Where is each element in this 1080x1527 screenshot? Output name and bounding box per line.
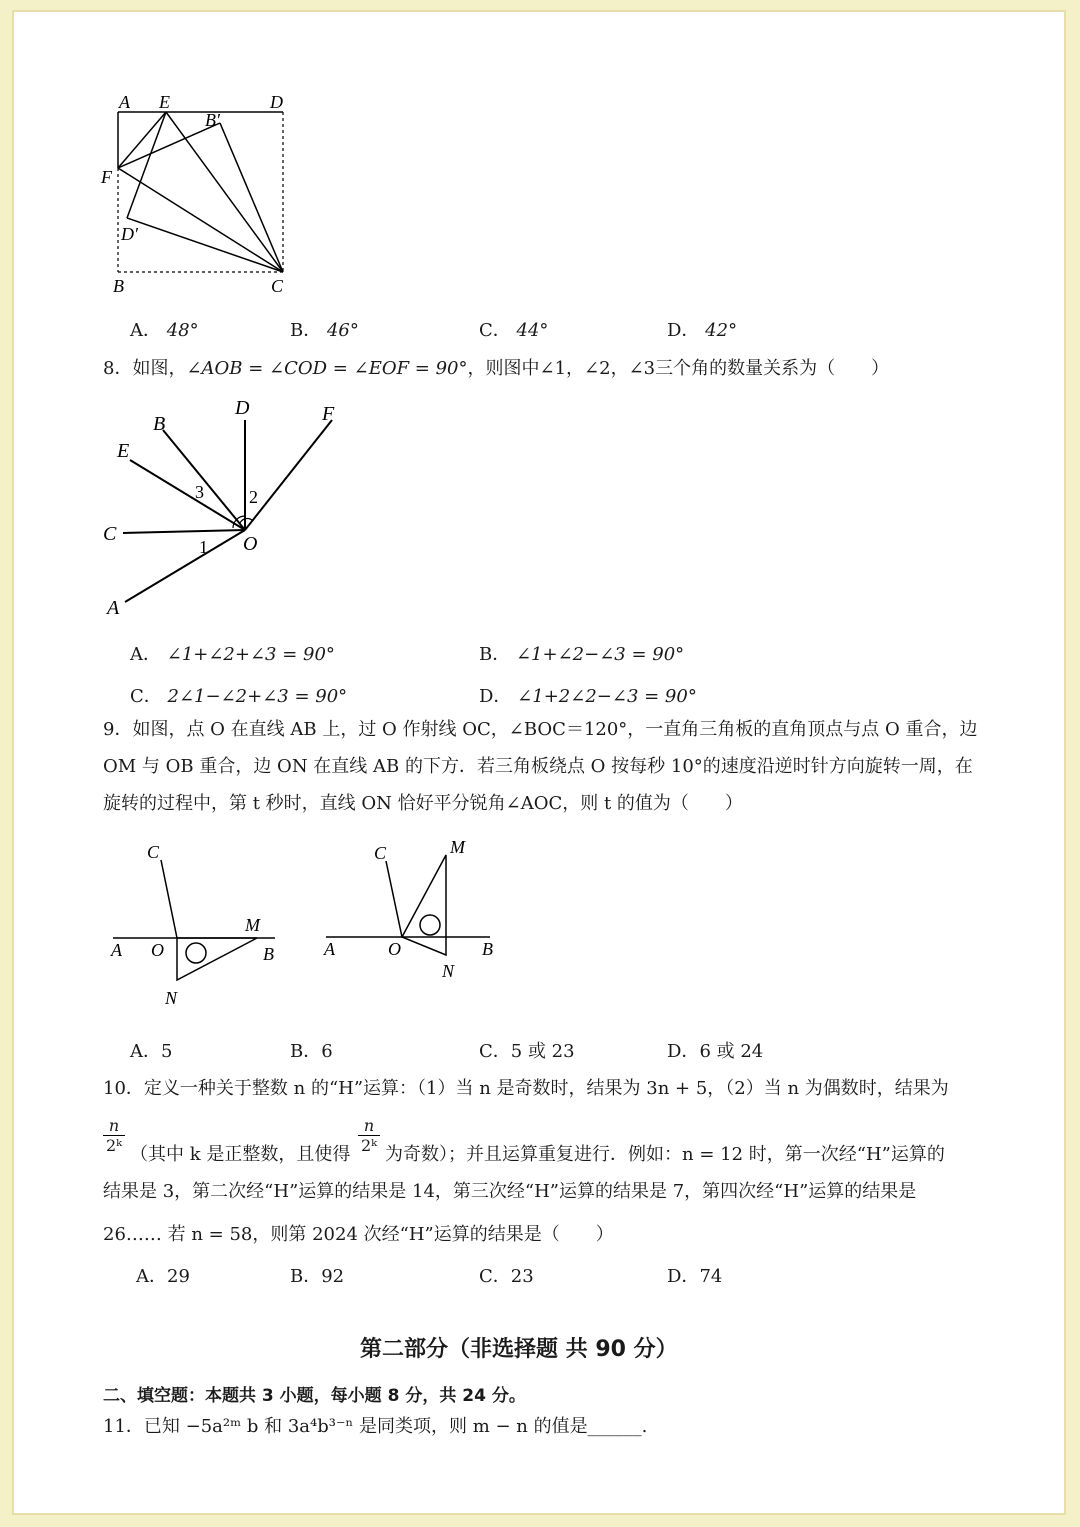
q10-line4: 26…… 若 n = 58，则第 2024 次经“H”运算的结果是（ ） [103,1224,614,1245]
q8-number: 8．如图， [103,358,187,379]
option-letter: C． [479,1266,511,1287]
q9-line2: OM 与 OB 重合，边 ON 在直线 AB 的下方．若三角板绕点 O 按每秒 10°的速度沿逆时针方向旋转一周，在 [103,756,973,777]
fraction-denominator: 2ᵏ [358,1135,380,1155]
option-value: 23 [510,1266,534,1287]
option-value: 42° [705,320,738,341]
q7-figure [95,88,305,298]
q9-f1-label-o: O [151,940,164,960]
q8-question: ，则图中∠1，∠2，∠3三个角的数量关系为（ ） [467,358,890,379]
q9-f1-label-a: A [111,940,122,960]
q9-line3: 旋转的过程中，第 t 秒时，直线 ON 恰好平分锐角∠AOC，则 t 的值为（ ） [103,793,743,814]
q10-fraction-1 [103,1116,125,1155]
q10-line2: （其中 k 是正整数，且使得 [130,1144,351,1165]
q8-stem [103,358,889,380]
option-value: ∠1+2∠2−∠3 = 90° [517,686,697,707]
part2-title: 第二部分（非选择题 共 90 分） [360,1337,678,1362]
option-value: 5 [161,1041,173,1062]
q8-label-1: 1 [199,537,208,557]
option-value: 48° [166,320,199,341]
q9-figure-2 [320,835,510,985]
option-value: 6 [321,1041,333,1062]
q9-option-b[interactable] [290,1037,333,1063]
option-letter: D． [667,1041,700,1062]
option-letter: D． [667,320,700,341]
q9-f2-label-b: B [482,939,493,959]
q9-option-c[interactable] [479,1037,575,1063]
q9-f1-label-n: N [165,988,178,1008]
q8-figure [95,390,355,625]
section-heading: 二、填空题：本题共 3 小题，每小题 8 分，共 24 分。 [103,1386,526,1406]
q8-option-b[interactable] [479,640,684,666]
q9-f2-label-o: O [388,939,401,959]
option-letter: D． [479,686,512,707]
q9-f2-label-m: M [450,837,465,857]
option-value: 6 或 24 [699,1041,764,1062]
q7-label-b: B [113,276,124,296]
q10-line3: 结果是 3，第二次经“H”运算的结果是 14，第三次经“H”运算的结果是 7，第四次经“H”运算的结果是 [103,1181,917,1202]
option-letter: B． [290,1041,322,1062]
option-letter: B． [290,1266,322,1287]
q8-label-f: F [322,403,335,425]
q9-f2-label-a: A [324,939,335,959]
q9-option-d[interactable] [667,1037,763,1063]
fraction-denominator: 2ᵏ [103,1135,125,1155]
q7-label-a: A [119,92,130,112]
q7-label-f: F [101,167,112,187]
option-letter: C． [479,320,511,341]
q10-option-c[interactable] [479,1262,534,1288]
q8-label-b: B [153,413,166,435]
option-value: 5 或 23 [510,1041,575,1062]
option-letter: A． [130,644,161,665]
q8-label-d: D [235,397,250,419]
q7-label-c: C [271,276,284,296]
q10-fraction-2 [358,1116,380,1155]
q7-option-a[interactable] [130,316,199,342]
option-value: 46° [326,320,359,341]
option-value: ∠1+∠2+∠3 = 90° [166,644,335,665]
option-value: 74 [699,1266,723,1287]
q8-label-a: A [107,597,120,619]
q11-stem: 11．已知 −5a²ᵐ b 和 3a⁴b³⁻ⁿ 是同类项，则 m − n 的值是______. [103,1416,648,1437]
q7-option-c[interactable] [479,316,548,342]
option-value: 92 [321,1266,345,1287]
q8-label-3: 3 [195,482,204,502]
q9-figure-1 [105,840,290,1010]
option-letter: A． [130,1041,161,1062]
q8-condition: ∠AOB = ∠COD = ∠EOF = 90° [186,358,468,379]
option-value: 44° [516,320,549,341]
q8-option-a[interactable] [130,640,335,666]
q9-f1-label-b: B [263,944,274,964]
q7-option-d[interactable] [667,316,737,342]
option-letter: B． [290,320,322,341]
q7-label-d-prime: D′ [121,224,138,244]
q10-line1: 10．定义一种关于整数 n 的“H”运算：（1）当 n 是奇数时，结果为 3n + 5，（2）当 n 为偶数时，结果为 [103,1078,949,1099]
option-letter: D． [667,1266,700,1287]
q8-label-2: 2 [249,487,258,507]
q9-option-a[interactable] [130,1037,172,1063]
q8-option-d[interactable] [479,682,697,708]
q10-option-d[interactable] [667,1262,722,1288]
option-letter: A． [136,1266,167,1287]
q9-f2-label-n: N [442,961,455,981]
q9-line1: 9．如图，点 O 在直线 AB 上，过 O 作射线 OC，∠BOC＝120°，一直角三角板的直角顶点与点 O 重合，边 [103,719,978,740]
fraction-numerator: n [363,1116,375,1135]
option-value: 29 [167,1266,190,1287]
q8-option-c[interactable] [130,682,347,708]
fraction-numerator: n [108,1116,120,1135]
q9-f1-label-m: M [245,915,260,935]
option-value: 2∠1−∠2+∠3 = 90° [167,686,348,707]
q10-line2b: 为奇数）；并且运算重复进行．例如：n = 12 时，第一次经“H”运算的 [385,1144,945,1165]
option-letter: B． [479,644,511,665]
q7-label-b-prime: B′ [205,110,220,130]
q9-f1-label-c: C [147,842,160,862]
q7-label-d: D [270,92,283,112]
option-letter: C． [479,1041,511,1062]
option-letter: C． [130,686,162,707]
q7-option-b[interactable] [290,316,359,342]
q8-label-c: C [103,523,117,545]
q8-label-o: O [243,533,258,555]
option-value: ∠1+∠2−∠3 = 90° [515,644,685,665]
option-letter: A． [130,320,161,341]
q9-f2-label-c: C [374,843,387,863]
q10-option-b[interactable] [290,1262,344,1288]
q8-label-e: E [117,440,130,462]
q10-option-a[interactable] [136,1262,190,1288]
q7-label-e: E [159,92,170,112]
